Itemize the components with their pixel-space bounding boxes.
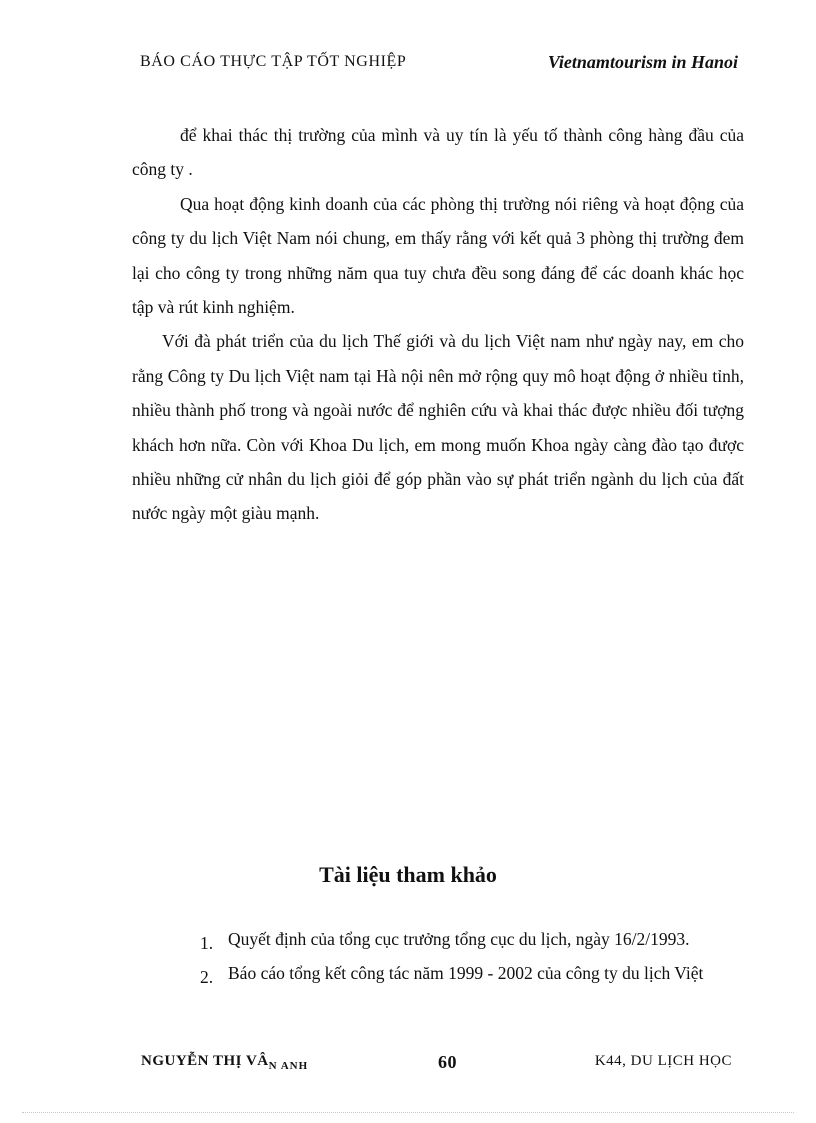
footer-class: K44, DU LỊCH HỌC	[594, 1053, 732, 1069]
reference-item	[200, 922, 760, 956]
reference-text: Quyết định của tổng cục trưởng tổng cục du lịch, ngày 16/2/1993.	[228, 929, 690, 949]
footer-author	[141, 1053, 308, 1070]
reference-item	[200, 956, 760, 990]
footer-author-main: NGUYỄN THỊ VÂ	[141, 1053, 269, 1069]
header-company-name: Vietnamtourism in Hanoi	[547, 52, 738, 72]
references-list	[200, 922, 760, 990]
page-number: 60	[438, 1052, 457, 1072]
references-title: Tài liệu tham khảo	[319, 862, 497, 887]
paragraph-2: Qua hoạt động kinh doanh của các phòng thị trường nói riêng và hoạt động của công ty du lịch Việt Nam nói chung, em thấy rằng với kết quả 3 phòng thị trường đem lại cho công ty trong những năm qua tuy chưa đều song đáng để các doanh khác học tập và rút kinh nghiệm.	[132, 193, 744, 318]
paragraph-3: Với đà phát triển của du lịch Thế giới và du lịch Việt nam như ngày nay, em cho rằng Công ty Du lịch Việt nam tại Hà nội nên mở rộng quy mô hoạt động ở nhiều tỉnh, nhiều thành phố trong và ngoài nước để nghiên cứu và khai thác được nhiều đối tượng khách hơn nữa. Còn với Khoa Du lịch, em mong muốn Khoa ngày càng đào tạo được nhiều những cử nhân du lịch giỏi để góp phần vào sự phát triển ngành du lịch của đất nước ngày một giàu mạnh.	[132, 331, 744, 524]
header-report-title: BÁO CÁO THỰC TẬP TỐT NGHIỆP	[140, 53, 407, 70]
body-text	[132, 118, 744, 531]
page-divider	[22, 1112, 794, 1113]
reference-number: 2.	[200, 967, 214, 987]
reference-text: Báo cáo tổng kết công tác năm 1999 - 2002 của công ty du lịch Việt	[228, 963, 704, 983]
reference-number: 1.	[200, 933, 214, 953]
footer-author-sub: N ANH	[268, 1060, 309, 1072]
paragraph-1: để khai thác thị trường của mình và uy tín là yếu tố thành công hàng đầu của công ty .	[132, 125, 744, 180]
